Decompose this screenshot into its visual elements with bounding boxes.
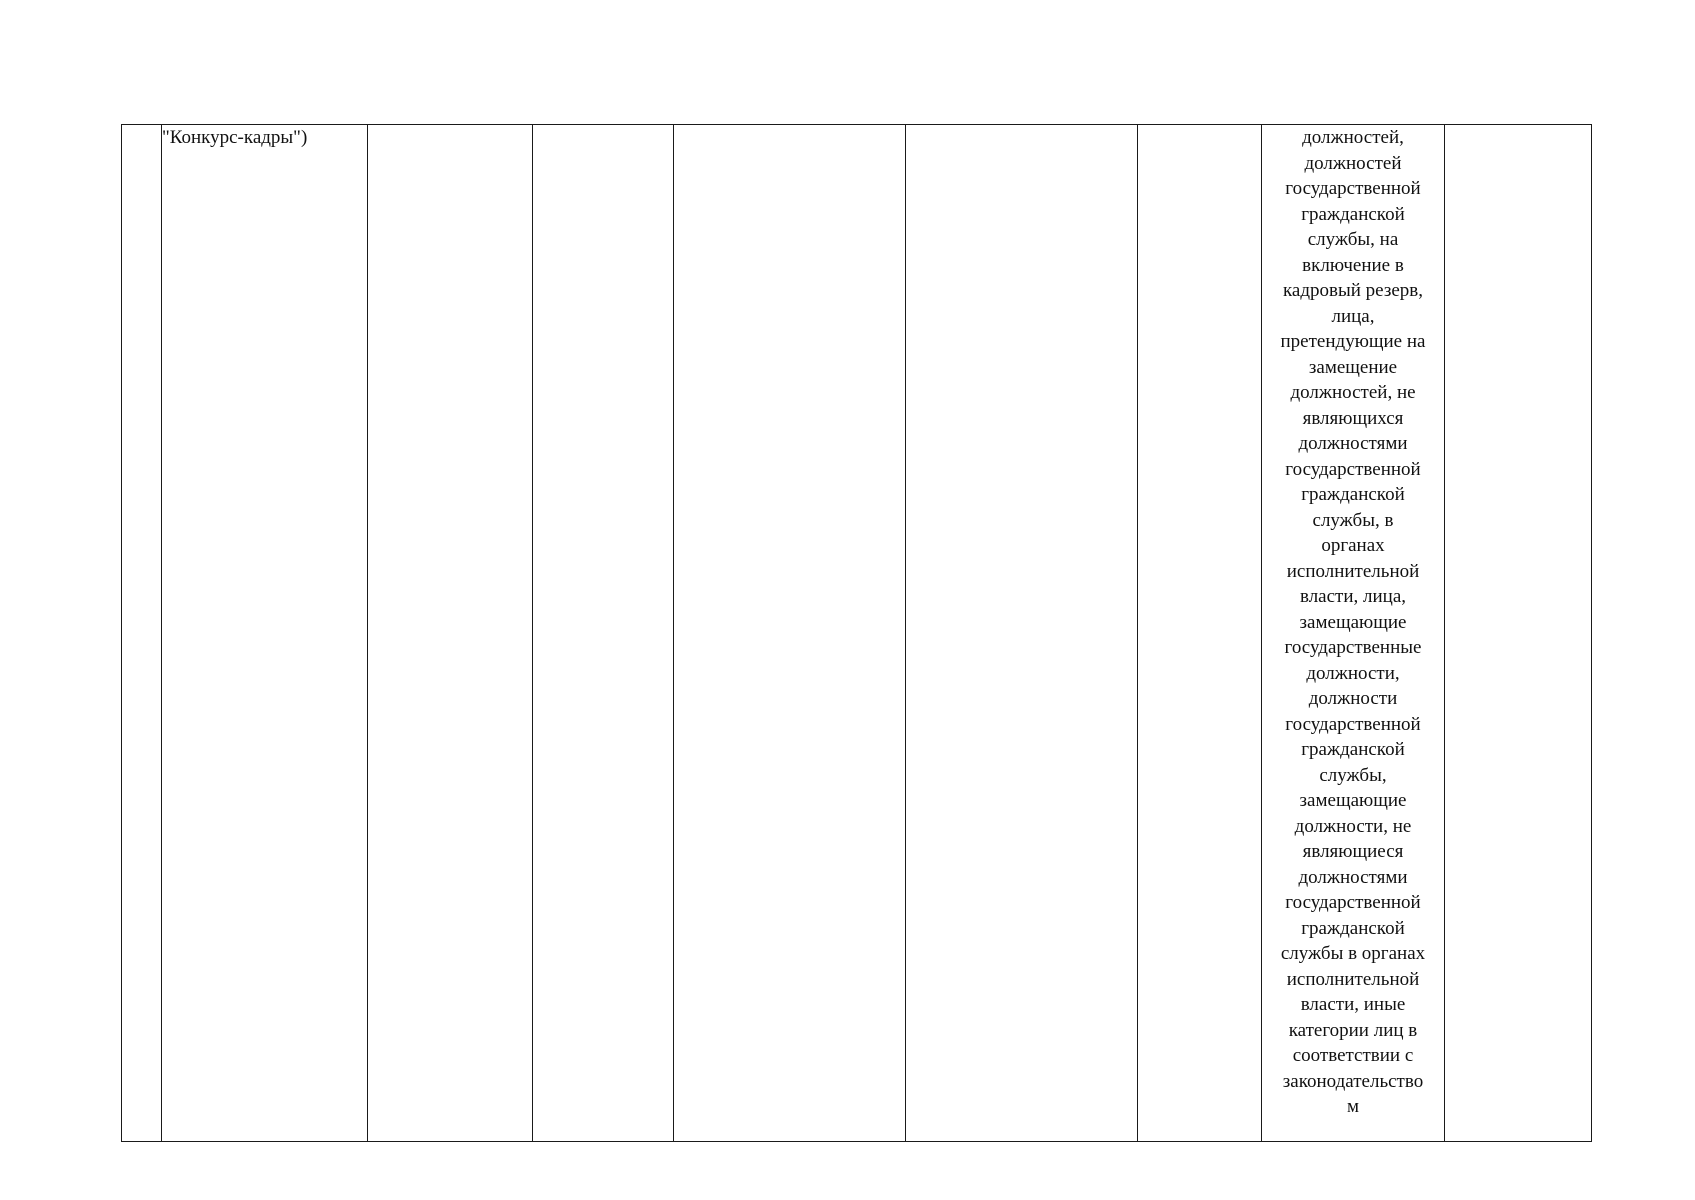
cell-number xyxy=(122,125,162,1142)
cell-system-name: "Конкурс-кадры") xyxy=(162,125,368,1142)
continuation-table xyxy=(121,124,1592,1142)
cell-col-3 xyxy=(368,125,533,1142)
cell-col-5 xyxy=(674,125,906,1142)
cell-col-9 xyxy=(1445,125,1592,1142)
cell-col-7 xyxy=(1138,125,1262,1142)
cell-col-6 xyxy=(906,125,1138,1142)
table-row xyxy=(122,125,1592,1142)
subjects-categories-text: должностей, должностей государственной гражданской службы, на включение в кадровый резерв, лица, претендующие на замещение должностей, не являющихся должностями государственной гражданской службы, в органах исполнительной власти, лица, замещающие государственные должности, должности государственной гражданской службы, замещающие должности, не являющиеся должностями государственной гражданской службы в органах исполнительной власти, иные категории лиц в соответствии с законодательство м xyxy=(1280,127,1426,1117)
cell-col-4 xyxy=(533,125,674,1142)
cell-subjects-categories xyxy=(1262,125,1445,1142)
